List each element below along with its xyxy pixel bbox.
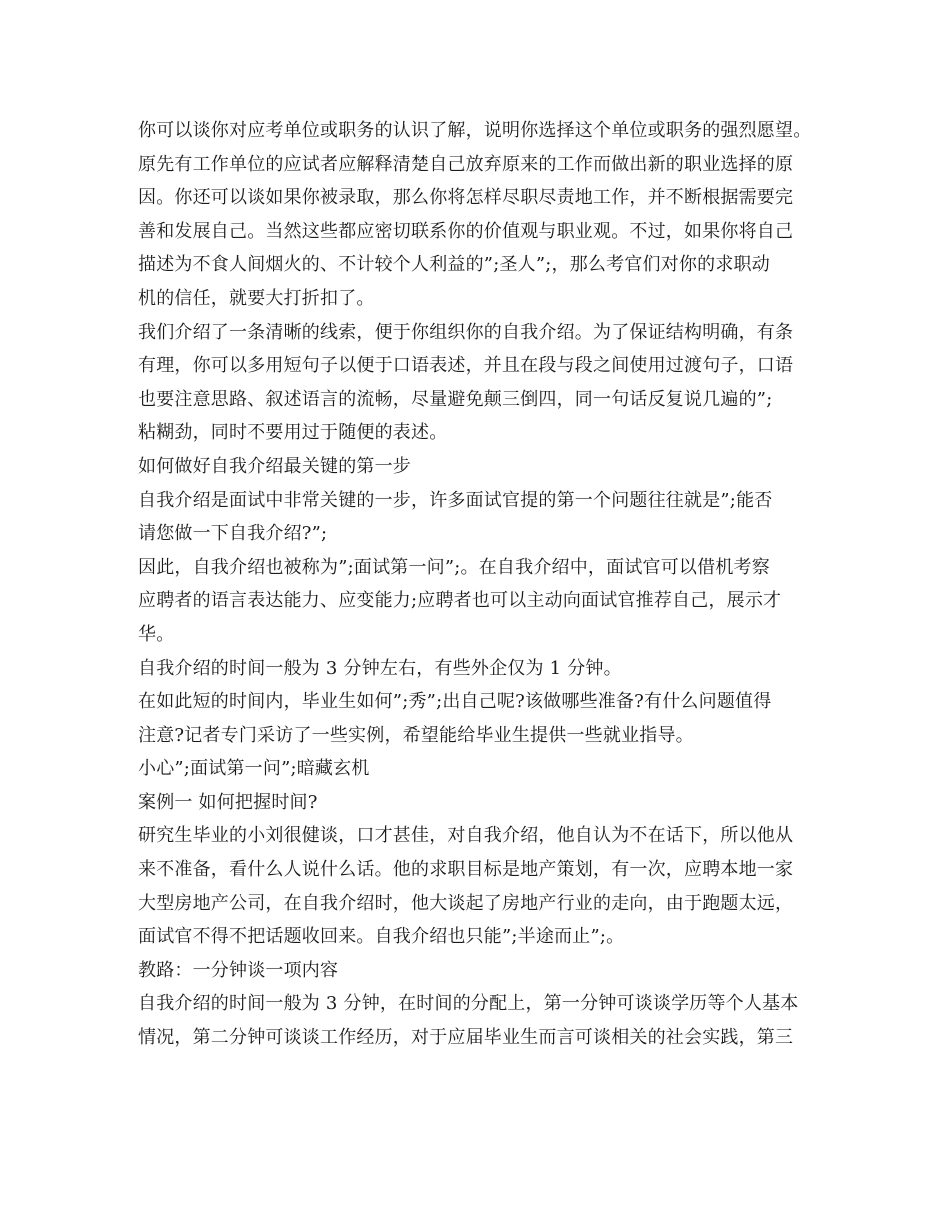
text-line: 请您做一下自我介绍?”; [138,523,328,545]
case-heading: 案例一 如何把握时间? [138,791,318,813]
document-body [138,114,818,1055]
text-line: 自我介绍是面试中非常关键的一步，许多面试官提的第一个问题往往就是”;能否 [138,489,773,511]
text-line: 善和发展自己。当然这些都应密切联系你的价值观与职业观。不过，如果你将自己 [138,220,794,242]
tip-heading: 教路：一分钟谈一项内容 [138,959,339,981]
text-line: 大型房地产公司，在自我介绍时，他大谈起了房地产行业的走向，由于跑题太远， [138,892,794,914]
text-line: 也要注意思路、叙述语言的流畅，尽量避免颠三倒四，同一句话反复说几遍的”; [138,388,773,410]
text-line: 自我介绍的时间一般为 3 分钟左右，有些外企仅为 1 分钟。 [138,657,622,679]
text-line: 你可以谈你对应考单位或职务的认识了解，说明你选择这个单位或职务的强烈愿望。 [138,120,812,141]
text-line: 原先有工作单位的应试者应解释清楚自己放弃原来的工作而做出新的职业选择的原 [138,153,794,175]
text-line: 应聘者的语言表达能力、应变能力;应聘者也可以主动向面试官推荐自己，展示才 [138,590,782,612]
text-line: 我们介绍了一条清晰的线索，便于你组织你的自我介绍。为了保证结构明确，有条 [138,321,794,343]
text-line: 面试官不得不把话题收回来。自我介绍也只能”;半途而止”;。 [138,926,625,948]
text-line: 在如此短的时间内，毕业生如何”;秀”;出自己呢?该做哪些准备?有什么问题值得 [138,691,772,713]
section-heading: 如何做好自我介绍最关键的第一步 [138,455,411,477]
section-heading: 小心”;面试第一问”;暗藏玄机 [138,758,370,780]
text-line: 研究生毕业的小刘很健谈，口才甚佳，对自我介绍，他自认为不在话下，所以他从 [138,825,794,847]
text-line: 因。你还可以谈如果你被录取，那么你将怎样尽职尽责地工作，并不断根据需要完 [138,187,794,209]
text-line: 情况，第二分钟可谈谈工作经历，对于应届毕业生而言可谈相关的社会实践，第三 [138,1027,794,1049]
text-line: 机的信任，就要大打折扣了。 [138,287,375,309]
text-line: 自我介绍的时间一般为 3 分钟，在时间的分配上，第一分钟可谈谈学历等个人基本 [138,993,799,1015]
text-line: 描述为不食人间烟火的、不计较个人利益的”;圣人”;，那么考官们对你的求职动 [138,254,770,276]
text-line: 注意?记者专门采访了一些实例，希望能给毕业生提供一些就业指导。 [138,724,694,746]
text-line: 华。 [138,623,175,645]
text-line: 有理，你可以多用短句子以便于口语表述，并且在段与段之间使用过渡句子，口语 [138,355,794,377]
text-line: 粘糊劲，同时不要用过于随便的表述。 [138,422,448,444]
text-line: 因此，自我介绍也被称为”;面试第一问”;。在自我介绍中，面试官可以借机考察 [138,556,770,578]
text-line: 来不准备，看什么人说什么话。他的求职目标是地产策划，有一次，应聘本地一家 [138,859,794,881]
